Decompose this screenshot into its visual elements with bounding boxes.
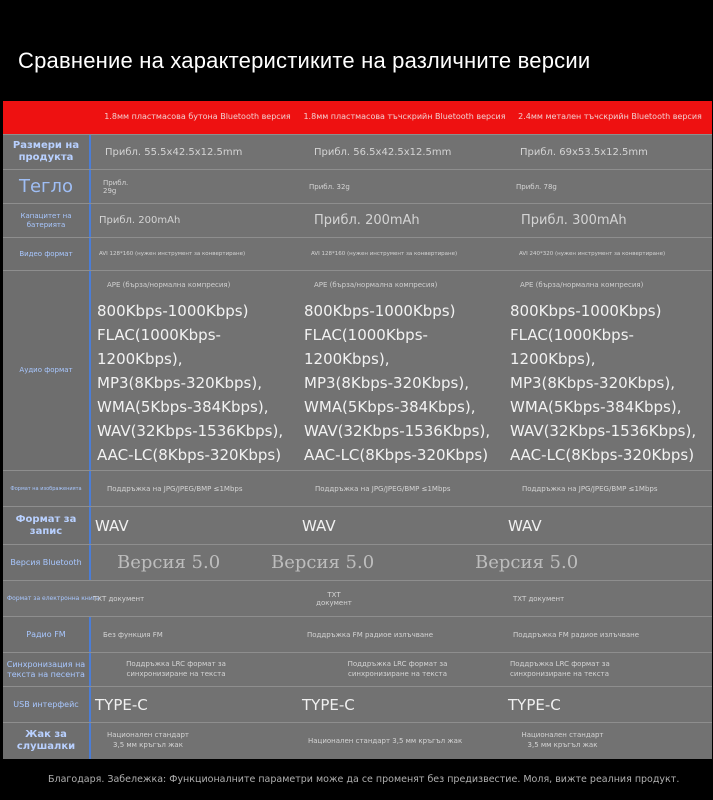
label-radio: Радио FM	[3, 617, 91, 652]
ebook-v1: TXT документ	[93, 594, 145, 603]
label-lyrics: Синхронизация на текста на песента	[3, 653, 91, 686]
audio-v3-head: APE (бърза/нормална компресия)	[520, 281, 644, 289]
audio-line: 800Kbps-1000Kbps)	[304, 302, 456, 320]
label-bluetooth: Версия Bluetooth	[3, 545, 91, 580]
ebook-v2: TXT документ	[316, 590, 352, 607]
weight-v3: Прибл. 78g	[516, 182, 557, 191]
audio-line: MP3(8Kbps-320Kbps),	[510, 374, 675, 392]
battery-v3: Прибл. 300mAh	[521, 213, 627, 228]
audio-line: WAV(32Kbps-1536Kbps),	[304, 422, 491, 440]
bluetooth-v1: Версия 5.0	[117, 552, 221, 573]
label-record: Формат за запис	[3, 507, 91, 544]
lyrics-v3: Поддръжка LRC формат за синхронизиране на текста	[510, 659, 610, 678]
footer-note: Благодаря. Забележка: Функционалните параметри може да се променят без предизвестие. Моля, вижте реалния продукт.	[48, 774, 680, 785]
audio-line: WMA(5Kbps-384Kbps),	[510, 398, 682, 416]
top-band	[0, 0, 713, 28]
row-usb	[3, 686, 712, 722]
usb-v2: TYPE-C	[302, 695, 355, 714]
row-bluetooth	[3, 544, 712, 580]
row-weight	[3, 169, 712, 203]
label-weight: Тегло	[3, 170, 91, 203]
usb-v3: TYPE-C	[508, 695, 561, 714]
row-jack	[3, 722, 712, 759]
comparison-table	[3, 101, 712, 759]
battery-v2: Прибл. 200mAh	[314, 213, 420, 228]
row-ebook	[3, 580, 712, 616]
row-record	[3, 506, 712, 544]
weight-v2: Прибл. 32g	[309, 182, 350, 191]
row-image	[3, 470, 712, 506]
bluetooth-v3: Версия 5.0	[475, 552, 579, 573]
audio-v3	[508, 271, 712, 470]
radio-v2: Поддръжка FM радиое излъчване	[307, 630, 434, 639]
image-v2: Поддръжка на JPG/JPEG/BMP ≤1Mbps	[315, 484, 451, 493]
audio-line: FLAC(1000Kbps-	[97, 326, 221, 344]
audio-line: WAV(32Kbps-1536Kbps),	[97, 422, 284, 440]
radio-v1: Без функция FM	[103, 630, 163, 639]
label-jack: Жак за слушалки	[3, 723, 91, 759]
audio-line: AAC-LC(8Kbps-320Kbps)	[97, 446, 282, 464]
audio-line: 1200Kbps),	[97, 350, 183, 368]
header-version-2: 1.8мм пластмасова тъчскрийн Bluetooth версия	[303, 112, 506, 122]
audio-line: WMA(5Kbps-384Kbps),	[97, 398, 269, 416]
bluetooth-v2: Версия 5.0	[271, 552, 375, 573]
audio-line: AAC-LC(8Kbps-320Kbps)	[510, 446, 695, 464]
jack-v2: Национален стандарт 3,5 мм кръгъл жак	[308, 737, 463, 745]
record-v3: WAV	[508, 516, 542, 535]
weight-v1: Прибл. 29g	[103, 178, 129, 195]
audio-line: WAV(32Kbps-1536Kbps),	[510, 422, 697, 440]
row-lyrics	[3, 652, 712, 686]
row-video	[3, 237, 712, 270]
row-radio	[3, 616, 712, 652]
audio-line: WMA(5Kbps-384Kbps),	[304, 398, 476, 416]
audio-line: 1200Kbps),	[304, 350, 390, 368]
ebook-v3: TXT документ	[513, 594, 565, 603]
radio-v3: Поддръжка FM радиое излъчване	[513, 630, 640, 639]
row-battery	[3, 203, 712, 237]
audio-line: MP3(8Kbps-320Kbps),	[304, 374, 469, 392]
jack-v3: Национален стандарт 3,5 мм кръгъл жак	[521, 731, 604, 749]
audio-v1	[95, 271, 300, 470]
audio-line: 800Kbps-1000Kbps)	[97, 302, 249, 320]
usb-v1: TYPE-C	[95, 695, 148, 714]
label-battery: Капацитет на батерията	[3, 204, 91, 237]
audio-line: FLAC(1000Kbps-	[510, 326, 634, 344]
size-v3: Прибл. 69x53.5x12.5mm	[520, 146, 648, 158]
audio-line: 1200Kbps),	[510, 350, 596, 368]
lyrics-v2: Поддръжка LRC формат за синхронизиране на текста	[347, 659, 448, 678]
record-v2: WAV	[302, 516, 336, 535]
row-audio	[3, 270, 712, 470]
version-header-row	[3, 101, 712, 134]
audio-line: 800Kbps-1000Kbps)	[510, 302, 662, 320]
audio-v2	[302, 271, 507, 470]
label-video: Видео формат	[3, 238, 91, 270]
video-v2: AVI 128*160 (нужен инструмент за конвертиране)	[311, 251, 458, 257]
image-v3: Поддръжка на JPG/JPEG/BMP ≤1Mbps	[522, 484, 658, 493]
label-usb: USB интерфейс	[3, 687, 91, 722]
label-ebook: Формат за електронна книга	[7, 594, 100, 602]
video-v1: AVI 128*160 (нужен инструмент за конвертиране)	[99, 251, 246, 257]
video-v3: AVI 240*320 (нужен инструмент за конвертиране)	[519, 251, 666, 257]
lyrics-v1: Поддръжка LRC формат за синхронизиране на текста	[126, 659, 226, 678]
battery-v1: Прибл. 200mAh	[99, 215, 181, 226]
page-title: Сравнение на характеристиките на различните версии	[18, 48, 591, 73]
audio-line: FLAC(1000Kbps-	[304, 326, 428, 344]
size-v1: Прибл. 55.5x42.5x12.5mm	[105, 146, 243, 158]
header-version-1: 1.8мм пластмасова бутона Bluetooth версия	[104, 112, 291, 122]
image-v1: Поддръжка на JPG/JPEG/BMP ≤1Mbps	[107, 484, 243, 493]
record-v1: WAV	[95, 516, 129, 535]
audio-v2-head: APE (бърза/нормална компресия)	[314, 281, 438, 289]
label-size: Размери на продукта	[3, 135, 91, 169]
audio-v1-head: APE (бърза/нормална компресия)	[107, 281, 231, 289]
audio-line: MP3(8Kbps-320Kbps),	[97, 374, 262, 392]
audio-line: AAC-LC(8Kbps-320Kbps)	[304, 446, 489, 464]
label-audio: Аудио формат	[3, 271, 91, 470]
jack-v1: Национален стандарт 3,5 мм кръгъл жак	[106, 731, 190, 749]
size-v2: Прибл. 56.5x42.5x12.5mm	[314, 146, 452, 158]
label-image: Формат на изображенията	[3, 471, 91, 506]
header-version-3: 2.4мм метален тъчскрийн Bluetooth версия	[518, 112, 702, 122]
row-size	[3, 134, 712, 169]
